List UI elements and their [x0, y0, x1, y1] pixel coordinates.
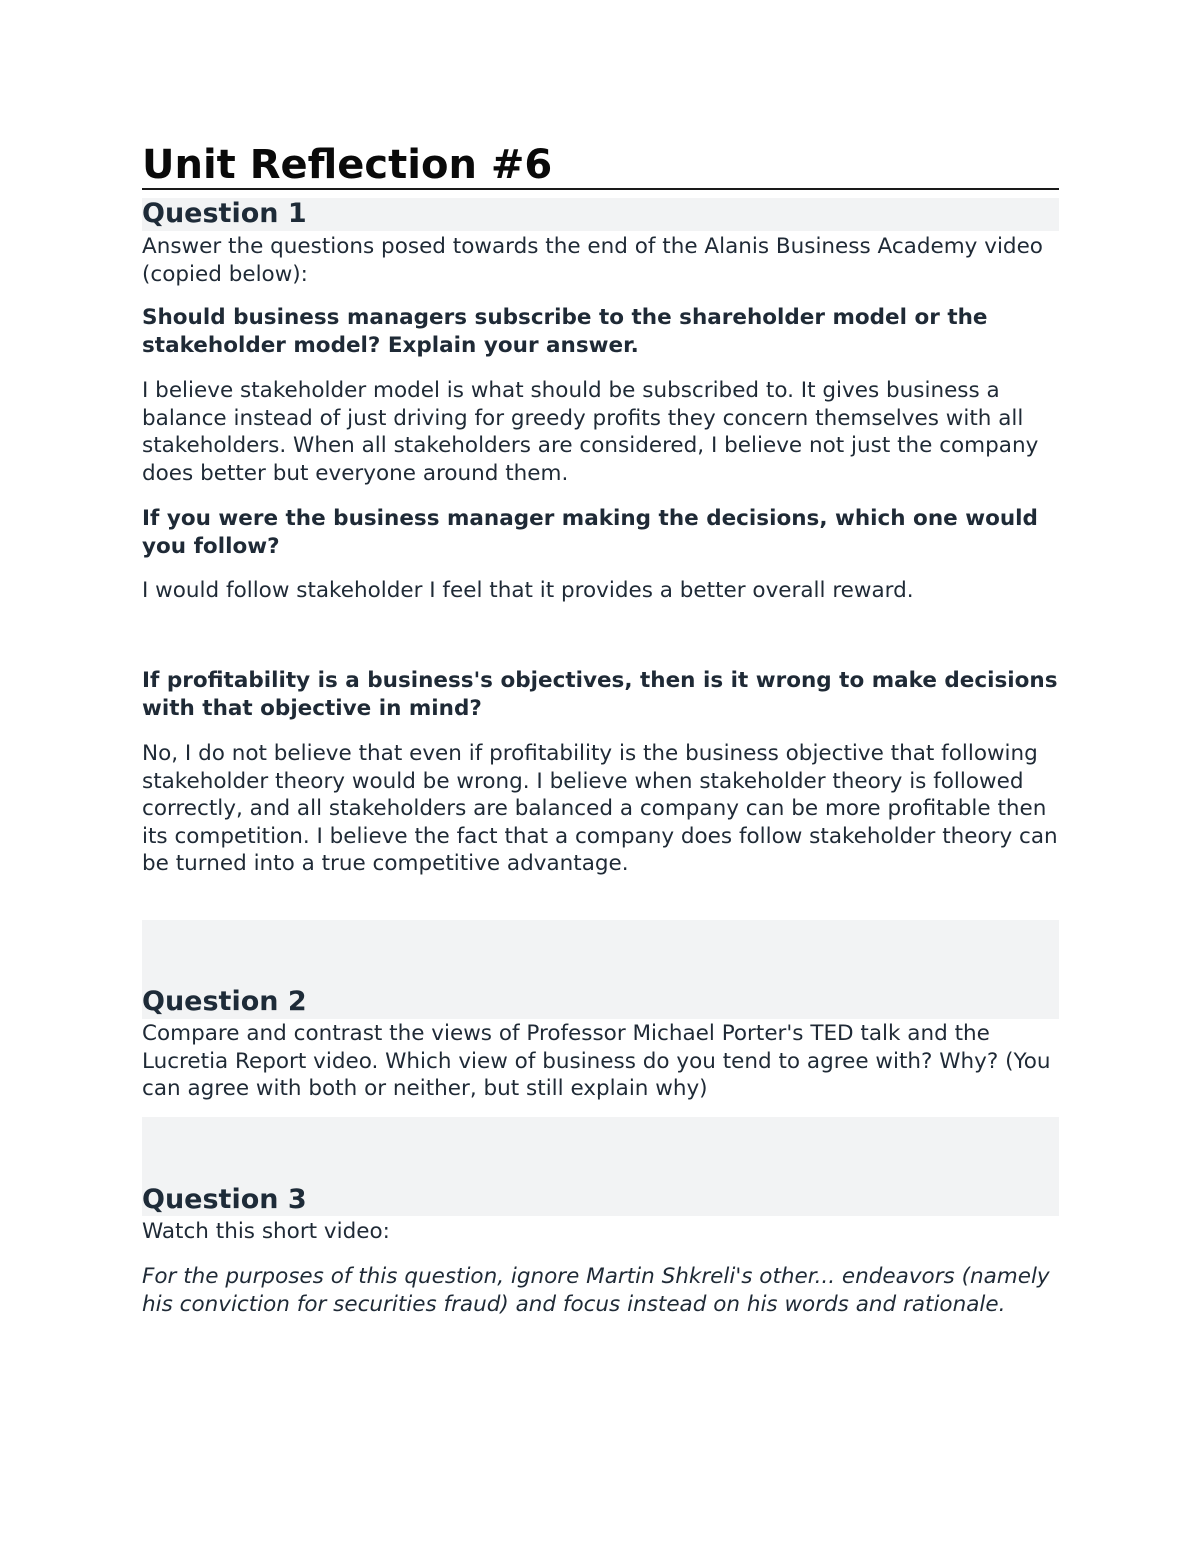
question-1-sub1-question: Should business managers subscribe to the shareholder model or the stakeholder model? Explain your answer.	[142, 305, 988, 358]
question-1-sub1-answer: I believe stakeholder model is what should be subscribed to. It gives business a balance instead of just driving for greedy profits they concern themselves with all stakeholders. When all stakeholders are considered, I believe not just the company does better but everyone around them.	[142, 378, 1039, 486]
document-title: Unit Reflection #6	[142, 142, 553, 188]
question-1-sub2-question: If you were the business manager making the decisions, which one would you follow?	[142, 506, 1038, 559]
question-2-heading: Question 2	[142, 986, 307, 1017]
question-1-sub3-question: If profitability is a business's objectives, then is it wrong to make decisions with that objective in mind?	[142, 668, 1058, 721]
question-3-heading: Question 3	[142, 1184, 307, 1215]
question-1-heading: Question 1	[142, 198, 307, 229]
title-underline	[142, 188, 1059, 190]
question-3-prompt: Watch this short video:	[142, 1219, 390, 1244]
question-1-sub2-answer: I would follow stakeholder I feel that it provides a better overall reward.	[142, 578, 914, 603]
question-2-prompt: Compare and contrast the views of Professor Michael Porter's TED talk and the Lucretia Report video. Which view of business do you tend to agree with? Why? (You can agree with both or neither, but still explain why)	[142, 1021, 1051, 1101]
question-3-note: For the purposes of this question, ignore Martin Shkreli's other... endeavors (namely his conviction for securities fraud) and focus instead on his words and rationale.	[142, 1264, 1050, 1317]
question-1-sub3-answer: No, I do not believe that even if profitability is the business objective that following stakeholder theory would be wrong. I believe when stakeholder theory is followed correctly, and all stakeholders are balanced a company can be more profitable then its competition. I believe the fact that a company does follow stakeholder theory can be turned into a true competitive advantage.	[142, 741, 1058, 876]
question-1-prompt: Answer the questions posed towards the end of the Alanis Business Academy video (copied below):	[142, 234, 1043, 287]
